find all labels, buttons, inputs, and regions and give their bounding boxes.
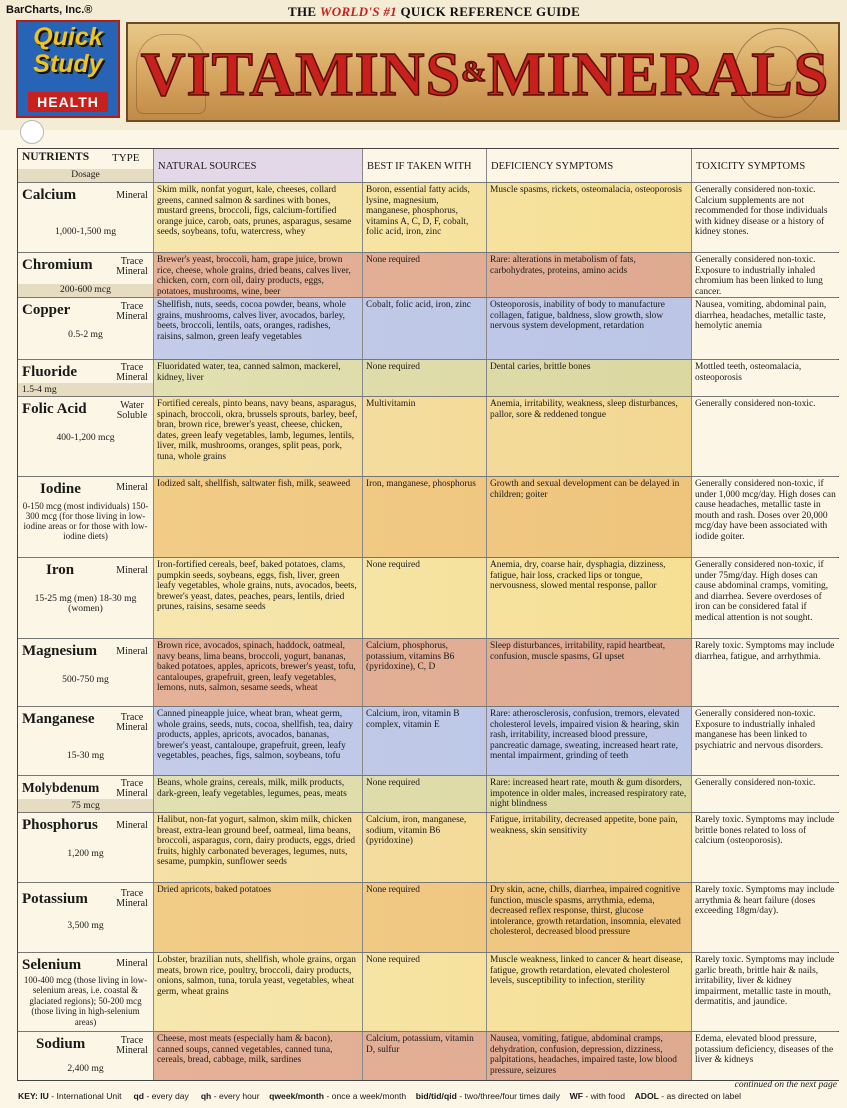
nutrient-type: Mineral (116, 482, 148, 493)
key-bid-text: - two/three/four times daily (456, 1091, 561, 1101)
nutrient-name: Chromium (22, 257, 93, 273)
nutrient-dose: 400-1,200 mcg (56, 432, 115, 443)
toxicity-cell: Rarely toxic. Symptoms may include diarrhea, fatigue, and arrhythmia. (692, 639, 840, 706)
deficiency-cell: Sleep disturbances, irritability, rapid heartbeat, confusion, muscle spasms, GI upset (487, 639, 692, 706)
binder-hole (20, 120, 44, 144)
nutrient-dose: 1,000-1,500 mg (54, 226, 117, 237)
nutrient-dose: 3,500 mg (67, 920, 104, 931)
nutrient-type: Mineral (116, 190, 148, 201)
best-cell: Iron, manganese, phosphorus (363, 477, 487, 557)
best-cell: None required (363, 558, 487, 638)
toxicity-cell: Edema, elevated blood pressure, potassium deficiency, diseases of the liver & kidneys (692, 1032, 840, 1080)
toxicity-cell: Generally considered non-toxic, if under 75mg/day. High doses can cause abdominal cramps, vomiting, and diarrhea. Severe overdoses of iron can be considered fatal if medical attention is not sought. (692, 558, 840, 638)
toxicity-cell: Nausea, vomiting, abdominal pain, diarrhea, headaches, metallic taste, hemolytic anemia (692, 298, 840, 359)
key-qd: qd (133, 1091, 144, 1101)
table-row (18, 639, 838, 707)
sources-cell: Canned pineapple juice, wheat bran, wheat germ, whole grains, seeds, nuts, cocoa, shellfish, tea, dairy products, apples, apricots, avocados, bananas, brewer's yeast, cantaloupe, grapefruit, green, leafy vegetables, peaches, figs, salmon, soybeans, tofu (154, 707, 363, 775)
key-wf-text: - with food (582, 1091, 625, 1101)
sources-cell: Fortified cereals, pinto beans, navy beans, asparagus, spinach, broccoli, okra, brussels sprouts, barley, beef, bran, brown rice, brewer's yeast, cheese, chicken, dates, green leafy vegetables, lamb, legumes, lentils, liver, milk, mushrooms, oranges, split peas, pork, tuna, whole grains (154, 397, 363, 476)
sources-cell: Shellfish, nuts, seeds, cocoa powder, beans, whole grains, mushrooms, calves liver, avocados, barley, beets, broccoli, lentils, oats, oranges, radishes, raisins, salmon, green leafy vegetables (154, 298, 363, 359)
nutrient-cell (18, 558, 154, 638)
best-cell: Boron, essential fatty acids, lysine, magnesium, manganese, phosphorus, vitamins A, C, D, F, cobalt, folic acid, iron, zinc (363, 183, 487, 252)
deficiency-cell: Muscle weakness, linked to cancer & heart disease, fatigue, growth retardation, elevated cholesterol levels, susceptibility to infection, sterility (487, 953, 692, 1031)
table-row (18, 707, 838, 776)
nutrient-cell (18, 298, 154, 359)
table-row (18, 776, 838, 813)
publisher-name: BarCharts, Inc.® (6, 4, 93, 16)
sources-cell: Skim milk, nonfat yogurt, kale, cheeses, collard greens, canned salmon & sardines with bones, mustard greens, broccoli, figs, calcium-fortified orange juice, carob, oats, prunes, asparagus, sesame seeds, soybeans, tofu, watercress, whey (154, 183, 363, 252)
deficiency-cell: Fatigue, irritability, decreased appetite, bone pain, weakness, skin sensitivity (487, 813, 692, 882)
table-row (18, 953, 838, 1032)
nutrient-dose: 1.5-4 mg (22, 383, 57, 395)
header-type: TYPE (112, 152, 140, 164)
nutrient-type: Mineral (116, 646, 148, 657)
nutrient-type: Water Soluble (116, 400, 148, 421)
table-row (18, 1032, 838, 1080)
deficiency-cell: Anemia, dry, coarse hair, dysphagia, dizziness, fatigue, hair loss, cracked lips or tongue, nervousness, slowed mental response, pallor (487, 558, 692, 638)
tagline (288, 4, 580, 20)
nutrient-dose: 100-400 mcg (those living in low-selenium areas, i.e. coastal & glaciated regions); 50-200 mcg (those living in high-selenium areas) (23, 975, 148, 1027)
toxicity-cell: Generally considered non-toxic. Exposure to industrially inhaled manganese has been linked to psychiatric and nervous disorders. (692, 707, 840, 775)
best-cell: Multivitamin (363, 397, 487, 476)
table-row (18, 477, 838, 558)
sources-cell: Iodized salt, shellfish, saltwater fish, milk, seaweed (154, 477, 363, 557)
nutrient-name: Iodine (40, 481, 81, 497)
key-qweek-text: - once a week/month (324, 1091, 407, 1101)
key-qh: qh (200, 1091, 212, 1101)
table-header-row (18, 149, 838, 183)
best-cell: Calcium, iron, manganese, sodium, vitamin B6 (pyridoxine) (363, 813, 487, 882)
nutrient-dose: 0.5-2 mg (68, 329, 103, 340)
table-row (18, 558, 838, 639)
page-title (128, 34, 840, 113)
deficiency-cell: Nausea, vomiting, fatigue, abdominal cramps, dehydration, confusion, depression, dizziness, palpitations, headaches, impaired taste, low blood pressure, seizures (487, 1032, 692, 1080)
header-best-cell (363, 149, 487, 182)
header-deficiency: DEFICIENCY SYMPTOMS (491, 161, 614, 172)
table-row (18, 253, 838, 298)
key-qd-text: - every day (143, 1091, 189, 1101)
nutrient-name: Magnesium (22, 643, 97, 659)
toxicity-cell: Generally considered non-toxic, if under 1,000 mcg/day. High doses can cause headaches, metallic taste in mouth and rash. Doses over 20,000 mcg/day have been associated with iodide goiter. (692, 477, 840, 557)
header-sources: NATURAL SOURCES (158, 161, 257, 172)
table-row (18, 360, 838, 397)
best-cell: None required (363, 253, 487, 297)
nutrient-name: Molybdenum (22, 780, 100, 795)
nutrient-name: Phosphorus (22, 817, 98, 833)
key-iu-text: - International Unit (48, 1091, 122, 1101)
sources-cell: Brewer's yeast, broccoli, ham, grape juice, brown rice, cheese, whole grains, dried beans, calves liver, chicken, corn, corn oil, dairy products, eggs, potatoes, mushrooms, wine, beer (154, 253, 363, 297)
nutrient-cell (18, 360, 154, 396)
sources-cell: Cheese, most meats (especially ham & bacon), canned soups, canned vegetables, canned tuna, cereals, bread, cabbage, milk, sardines (154, 1032, 363, 1080)
header-dosage: Dosage (18, 169, 153, 182)
nutrient-type: Trace Mineral (116, 256, 148, 277)
deficiency-cell: Osteoporosis, inability of body to manufacture collagen, fatigue, baldness, slow growth, slow nervous system development, retardation (487, 298, 692, 359)
nutrient-dose: 15-25 mg (men) 18-30 mg (women) (34, 593, 137, 615)
header (0, 0, 847, 130)
title-vitamins: VITAMINS (140, 41, 462, 109)
best-cell: Calcium, iron, vitamin B complex, vitamin E (363, 707, 487, 775)
logo-health-badge: HEALTH (28, 92, 108, 112)
deficiency-cell: Anemia, irritability, weakness, sleep disturbances, pallor, sore & reddened tongue (487, 397, 692, 476)
deficiency-cell: Dry skin, acne, chills, diarrhea, impaired cognitive function, muscle spasms, arrythmia, edema, decreased reflex response, thirst, glucose intolerance, growth retardation, insomnia, elevated cholesterol, decreased blood pressure (487, 883, 692, 952)
table-row (18, 183, 838, 253)
nutrient-cell (18, 1032, 154, 1080)
key-label: KEY: (18, 1091, 38, 1101)
toxicity-cell: Generally considered non-toxic. Calcium supplements are not recommended for those individuals with kidney disease or a history of kidney stones. (692, 183, 840, 252)
toxicity-cell: Rarely toxic. Symptoms may include garlic breath, brittle hair & nails, irritability, liver & kidney impairment, metallic taste in mouth, dermatitis, and jaundice. (692, 953, 840, 1031)
key-wf: WF (569, 1091, 583, 1101)
deficiency-cell: Rare: increased heart rate, mouth & gum disorders, impotence in older males, increased respiratory rate, night blindness (487, 776, 692, 812)
toxicity-cell: Generally considered non-toxic. (692, 397, 840, 476)
nutrient-cell (18, 639, 154, 706)
deficiency-cell: Dental caries, brittle bones (487, 360, 692, 396)
deficiency-cell: Muscle spasms, rickets, osteomalacia, osteoporosis (487, 183, 692, 252)
nutrient-dose: 2,400 mg (67, 1063, 104, 1074)
key-bid: bid/tid/qid (415, 1091, 457, 1101)
nutrient-dose: 15-30 mg (66, 750, 105, 761)
sources-cell: Dried apricots, baked potatoes (154, 883, 363, 952)
quick-study-logo (16, 20, 120, 118)
continued-note: continued on the next page (734, 1080, 837, 1090)
deficiency-cell: Growth and sexual development can be delayed in children; goiter (487, 477, 692, 557)
sources-cell: Brown rice, avocados, spinach, haddock, oatmeal, navy beans, lima beans, broccoli, yogurt, bananas, baked potatoes, apples, apricots, brewer's yeast, tofu, cantaloupes, grapefruit, green, leafy vegetables, lemons, nuts, salmon, sesame seeds, wheat (154, 639, 363, 706)
best-cell: Calcium, phosphorus, potassium, vitamins B6 (pyridoxine), C, D (363, 639, 487, 706)
key-qweek: qweek/month (269, 1091, 325, 1101)
table-row (18, 397, 838, 477)
nutrient-dose: 75 mcg (71, 799, 100, 811)
toxicity-cell: Generally considered non-toxic. Exposure to industrially inhaled chromium has been linked to lung cancer. (692, 253, 840, 297)
best-cell: None required (363, 776, 487, 812)
nutrient-name: Manganese (22, 711, 95, 727)
header-sources-cell (154, 149, 363, 182)
header-toxicity-cell (692, 149, 840, 182)
title-ampersand: & (461, 55, 488, 88)
tagline-post: QUICK REFERENCE GUIDE (396, 4, 581, 19)
nutrient-type: Trace Mineral (116, 301, 148, 322)
toxicity-cell: Mottled teeth, osteomalacia, osteoporosis (692, 360, 840, 396)
nutrient-cell (18, 813, 154, 882)
nutrient-dose: 500-750 mg (62, 674, 109, 685)
key-qh-text: - every hour (211, 1091, 260, 1101)
deficiency-cell: Rare: alterations in metabolism of fats, carbohydrates, proteins, amino acids (487, 253, 692, 297)
nutrient-name: Selenium (22, 957, 82, 973)
nutrient-cell (18, 707, 154, 775)
nutrient-name: Potassium (22, 891, 88, 907)
toxicity-cell: Generally considered non-toxic. (692, 776, 840, 812)
best-cell: Cobalt, folic acid, iron, zinc (363, 298, 487, 359)
nutrient-name: Copper (22, 302, 71, 318)
nutrient-cell (18, 883, 154, 952)
table-row (18, 298, 838, 360)
nutrient-type: Trace Mineral (116, 888, 148, 909)
sources-cell: Fluoridated water, tea, canned salmon, mackerel, kidney, liver (154, 360, 363, 396)
tagline-pre: THE (288, 4, 320, 19)
best-cell: None required (363, 883, 487, 952)
nutrient-cell (18, 397, 154, 476)
key-adol-text: - as directed on label (658, 1091, 742, 1101)
key-iu: IU (40, 1091, 49, 1101)
nutrient-dose: 1,200 mg (67, 848, 104, 859)
toxicity-cell: Rarely toxic. Symptoms may include arrythmia & heart failure (doses exceeding 18gm/day). (692, 883, 840, 952)
sources-cell: Beans, whole grains, cereals, milk, milk products, dark-green, leafy vegetables, legumes, peas, meats (154, 776, 363, 812)
sources-cell: Halibut, non-fat yogurt, salmon, skim milk, chicken breast, extra-lean ground beef, oatmeal, lima beans, broccoli, asparagus, corn, dairy products, eggs, dried fruits, highly carbonated beverages, legumes, nuts, sesame, pumpkin, sunflower seeds (154, 813, 363, 882)
nutrients-table (17, 148, 839, 1081)
sources-cell: Iron-fortified cereals, beef, baked potatoes, clams, pumpkin seeds, soybeans, eggs, fish, liver, green leafy vegetables, whole grains, nuts, avocados, beets, brewer's yeast, dates, peaches, pears, lentils, dried prunes, raisins, sesame seeds (154, 558, 363, 638)
deficiency-cell: Rare: atherosclerosis, confusion, tremors, elevated cholesterol levels, impaired vision & hearing, skin rash, irritability, increased blood pressure, pancreatic damage, sweating, increased heart rate, mental impairment, grinding of teeth (487, 707, 692, 775)
best-cell: None required (363, 953, 487, 1031)
logo-study: Study (33, 50, 103, 78)
nutrient-name: Calcium (22, 187, 77, 203)
header-toxicity: TOXICITY SYMPTOMS (696, 161, 806, 172)
best-cell: None required (363, 360, 487, 396)
tagline-emphasis: WORLD'S #1 (319, 4, 397, 19)
sources-cell: Lobster, brazilian nuts, shellfish, whole grains, organ meats, brown rice, poultry, broccoli, dairy products, onions, salmon, tuna, torula yeast, vegetables, wheat germ, wheat grains (154, 953, 363, 1031)
nutrient-cell (18, 183, 154, 252)
key-adol: ADOL (634, 1091, 659, 1101)
nutrient-type: Trace Mineral (116, 1035, 148, 1056)
header-deficiency-cell (487, 149, 692, 182)
best-cell: Calcium, potassium, vitamin D, sulfur (363, 1032, 487, 1080)
abbreviation-key (18, 1091, 840, 1101)
nutrient-type: Mineral (116, 565, 148, 576)
header-best: BEST IF TAKEN WITH (367, 161, 472, 172)
nutrient-type: Trace Mineral (116, 362, 148, 383)
nutrient-cell (18, 477, 154, 557)
nutrient-name: Folic Acid (22, 401, 87, 417)
nutrient-name: Iron (46, 562, 75, 578)
nutrient-dose: 0-150 mcg (most individuals) 150-300 mcg (for those living in low-iodine areas or for those with low-iodine diets) (22, 501, 149, 541)
title-banner (126, 22, 840, 122)
nutrient-dose: 200-600 mcg (60, 283, 111, 295)
title-minerals: MINERALS (487, 41, 830, 109)
nutrient-cell (18, 953, 154, 1031)
header-nutrients: NUTRIENTS (22, 151, 90, 163)
nutrient-cell (18, 776, 154, 812)
table-row (18, 883, 838, 953)
header-nutrient-cell (18, 149, 154, 182)
logo-quick: Quick (33, 23, 103, 51)
nutrient-name: Fluoride (22, 364, 77, 380)
nutrient-type: Mineral (116, 958, 148, 969)
nutrient-type: Trace Mineral (116, 712, 148, 733)
nutrient-type: Mineral (116, 820, 148, 831)
table-row (18, 813, 838, 883)
toxicity-cell: Rarely toxic. Symptoms may include brittle bones related to loss of calcium (osteoporosis). (692, 813, 840, 882)
nutrient-type: Trace Mineral (116, 778, 148, 799)
nutrient-name: Sodium (36, 1036, 86, 1052)
nutrient-cell (18, 253, 154, 297)
